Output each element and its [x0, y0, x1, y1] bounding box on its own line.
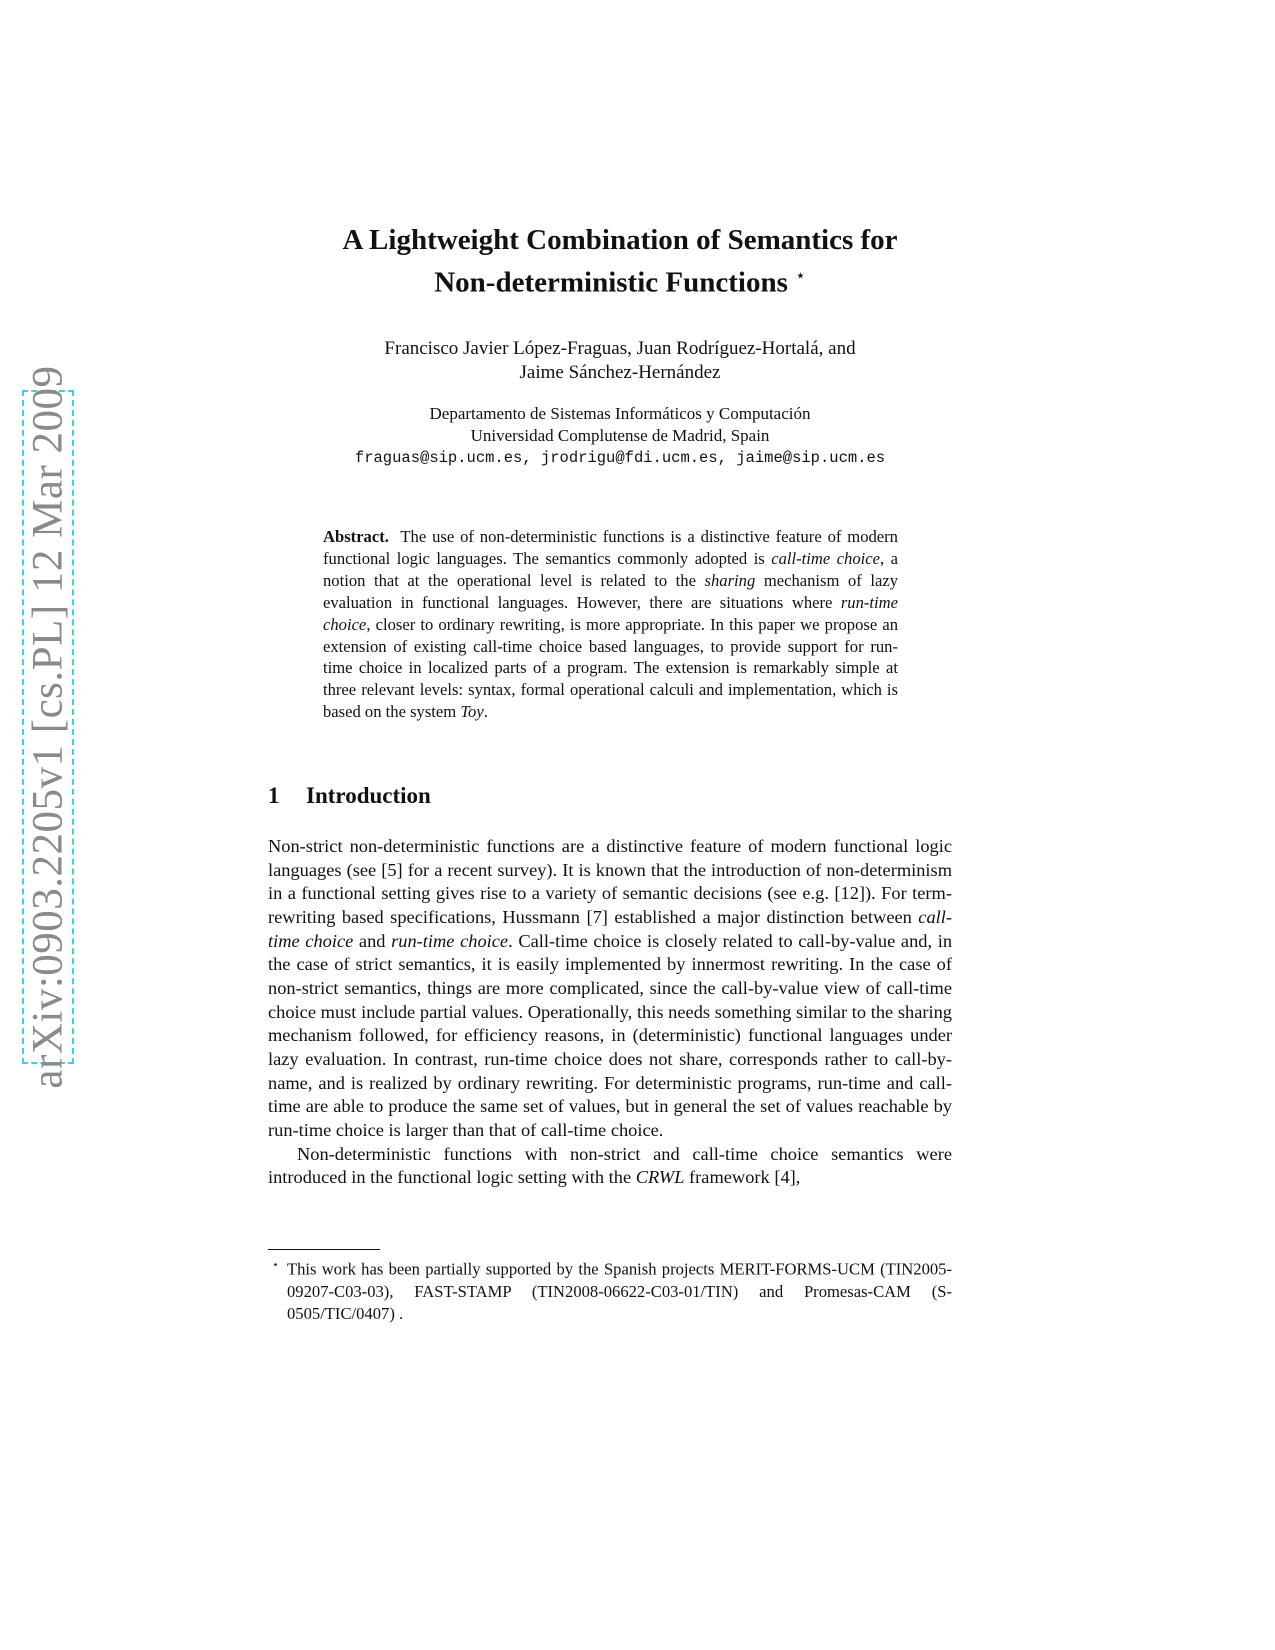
title-line-2-text: Non-deterministic Functions: [434, 266, 788, 299]
section-title: Introduction: [306, 783, 431, 808]
abstract-text: mechanism of lazy evaluation in functional languages. However, there are situations where: [323, 570, 898, 612]
affiliation: [300, 403, 940, 447]
paragraph-text: . Call-time choice is closely related to call-by-value and, in the case of strict semantics, it is easily implemented by innermost rewriting. In the case of non-strict semantics, things are more complicated, since the call-by-value view of call-time choice must include partial values. Operationally, this needs something similar to the sharing mechanism followed, for efficiency reasons, in (deterministic) functional languages under lazy evaluation. In contrast, run-time choice does not share, corresponds rather to call-by-name, and is realized by ordinary rewriting. For deterministic programs, run-time and call-time are able to produce the same set of values, but in general the set of values reachable by run-time choice is larger than that of call-time choice.: [268, 930, 953, 1140]
paragraph-emphasis: run-time choice: [391, 930, 509, 951]
abstract-emphasis: run-time choice: [323, 592, 898, 634]
footnote-text: This work has been partially supported by the Spanish projects MERIT-FORMS-UCM (TIN2005-09207-C03-03), FAST-STAMP (TIN2008-06622-C03-01/TIN) and Promesas-CAM (S-0505/TIC/0407) .: [287, 1259, 952, 1323]
paragraph: [268, 835, 952, 1143]
section-heading: [268, 783, 431, 809]
paragraph-emphasis: call-time choice: [268, 906, 952, 951]
abstract: [323, 526, 898, 723]
abstract-text: , a notion that at the operational level is related to the: [323, 548, 898, 590]
affiliation-line-2: Universidad Complutense de Madrid, Spain: [470, 426, 770, 445]
abstract-emphasis: call-time choice: [771, 548, 880, 568]
arxiv-stamp: [22, 365, 74, 1089]
paragraph-text: framework [4],: [684, 1167, 801, 1188]
paragraph-text: Non-strict non-deterministic functions are a distinctive feature of modern functional logic languages (see [5] for a recent survey). It is known that the introduction of non-determinism in a functional setting gives rise to a variety of semantic decisions (see e.g. [12]). For term-rewriting based specifications, Hussmann [7] established a major distinction between: [268, 836, 952, 927]
title-footnote-mark: ⋆: [795, 266, 806, 285]
paragraph-text: Non-deterministic functions with non-strict and call-time choice semantics were introduced in the functional logic setting with the: [268, 1143, 952, 1188]
section-number: 1: [268, 783, 280, 808]
affiliation-line-1: Departamento de Sistemas Informáticos y Computación: [429, 404, 811, 423]
abstract-text: The use of non-deterministic functions is a distinctive feature of modern functional logic languages. The semantics commonly adopted is: [323, 527, 898, 568]
paragraph-emphasis: CRWL: [635, 1167, 685, 1188]
footnote: [272, 1254, 952, 1325]
abstract-emphasis: sharing: [704, 570, 756, 590]
title-line-1: A Lightweight Combination of Semantics for: [342, 224, 898, 256]
abstract-text: , closer to ordinary rewriting, is more appropriate. In this paper we propose an extension of existing call-time choice based languages, to provide support for run-time choice in localized parts of a program. The extension is remarkably simple at three relevant levels: syntax, formal operational calculi and implementation, which is based on the system: [323, 614, 898, 722]
paragraph: [268, 1143, 952, 1190]
paragraph-text: and: [353, 930, 392, 951]
arxiv-id: arXiv:0903.2205v1 [cs.PL] 12 Mar 2009: [24, 365, 72, 1089]
footnote-rule: [268, 1249, 380, 1250]
title-line-2: [280, 258, 960, 301]
author-emails: fraguas@sip.ucm.es, jrodrigu@fdi.ucm.es, jaime@sip.ucm.es: [354, 449, 886, 467]
authors: [300, 337, 940, 385]
body-text: [268, 835, 952, 1190]
footnote-mark: ⋆: [272, 1259, 279, 1271]
abstract-emphasis: Toy: [460, 702, 484, 722]
authors-line-1: Francisco Javier López-Fraguas, Juan Rodríguez-Hortalá, and: [384, 338, 856, 359]
abstract-text: .: [483, 702, 488, 722]
abstract-label: Abstract.: [323, 527, 389, 546]
authors-line-2: Jaime Sánchez-Hernández: [519, 362, 721, 383]
paper-title: [280, 222, 960, 301]
